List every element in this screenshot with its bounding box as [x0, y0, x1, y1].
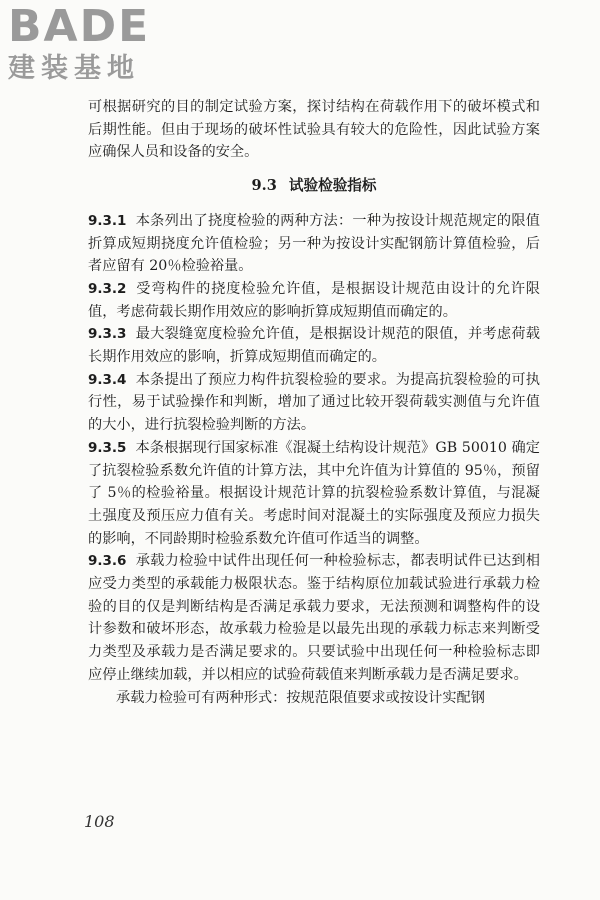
clause-number: 9.3.2 — [88, 280, 127, 297]
clause-number: 9.3.1 — [88, 212, 127, 229]
trailing-paragraph: 承载力检验可有两种形式：按规范限值要求或按设计实配钢 — [116, 689, 485, 706]
section-heading — [88, 175, 540, 198]
clause-text: 承载力检验中试件出现任何一种检验标志，都表明试件已达到相应受力类型的承载能力极限状态。鉴于结构原位加载试验进行承载力检验的目的仅是判断结构是否满足承载力要求，无法预测和调整构件的设计参数和破坏形态，故承载力检验是以最先出现的承载力标志来判断受力类型及承载力是否满足要求的。只要试验中出现任何一种检验标志即应停止继续加载，并以相应的试验荷载值来判断承载力是否满足要求。 — [88, 553, 540, 683]
clause-number: 9.3.5 — [88, 439, 127, 456]
clause-number: 9.3.3 — [88, 326, 127, 343]
clause-9-3-6 — [88, 550, 540, 686]
clause-9-3-3 — [88, 323, 540, 368]
page-body — [88, 96, 540, 709]
clause-number: 9.3.6 — [88, 553, 127, 570]
logo-subtitle: 建装基地 — [8, 53, 140, 84]
clause-text: 受弯构件的挠度检验允许值，是根据设计规范由设计的允许限值，考虑荷载长期作用效应的影响折算成短期值而确定的。 — [88, 280, 540, 320]
clause-text: 本条提出了预应力构件抗裂检验的要求。为提高抗裂检验的可执行性，易于试验操作和判断，增加了通过比较开裂荷载实测值与允许值的大小，进行抗裂检验判断的方法。 — [88, 371, 540, 434]
section-title: 试验检验指标 — [288, 177, 377, 195]
clause-text: 本条列出了挠度检验的两种方法：一种为按设计规范规定的限值折算成短期挠度允许值检验；另一种为按设计实配钢筋计算值检验，后者应留有 20％检验裕量。 — [88, 212, 540, 275]
page-number: 108 — [84, 812, 115, 831]
clause-9-3-5 — [88, 437, 540, 551]
clause-9-3-2 — [88, 278, 540, 323]
clause-9-3-1 — [88, 210, 540, 278]
clause-number: 9.3.4 — [88, 371, 127, 388]
section-number: 9.3 — [251, 177, 277, 195]
clause-text: 最大裂缝宽度检验允许值，是根据设计规范的限值，并考虑荷载长期作用效应的影响，折算成短期值而确定的。 — [88, 326, 540, 366]
logo-text: BADE — [8, 1, 151, 52]
intro-paragraph: 可根据研究的目的制定试验方案，探讨结构在荷载作用下的破坏模式和后期性能。但由于现场的破坏性试验具有较大的危险性，因此试验方案应确保人员和设备的安全。 — [88, 99, 540, 161]
watermark-logo — [8, 1, 180, 84]
clause-9-3-4 — [88, 369, 540, 437]
clause-text: 本条根据现行国家标准《混凝土结构设计规范》GB 50010 确定了抗裂检验系数允许值的计算方法，其中允许值为计算值的 95％，预留了 5％的检验裕量。根据设计规范计算的抗裂检验系数计算值，与混凝土强度及预压应力值有关。考虑时间对混凝土的实际强度及预应力损失的影响，不同龄期时检验系数允许值可作适当的调整。 — [88, 439, 540, 547]
